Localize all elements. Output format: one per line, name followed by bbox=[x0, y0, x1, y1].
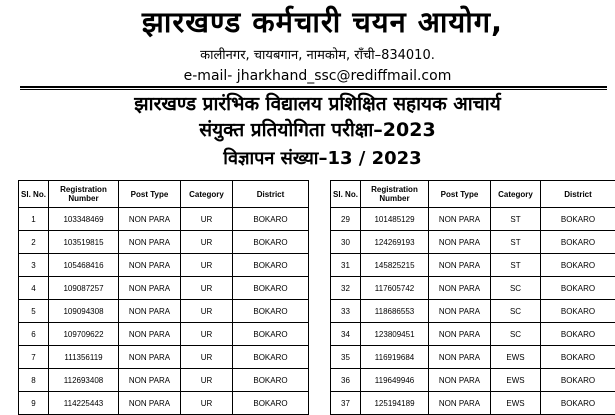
cell-category: UR bbox=[181, 277, 233, 300]
table-row bbox=[19, 300, 309, 323]
cell-district: BOKARO bbox=[233, 254, 309, 277]
col-header-registration-number: Registration Number bbox=[361, 181, 429, 208]
cell-post-type: NON PARA bbox=[429, 323, 491, 346]
cell-post-type: NON PARA bbox=[119, 254, 181, 277]
cell-district: BOKARO bbox=[233, 231, 309, 254]
cell-district: BOKARO bbox=[541, 231, 615, 254]
cell-sl-no: 4 bbox=[19, 277, 49, 300]
cell-post-type: NON PARA bbox=[429, 369, 491, 392]
cell-post-type: NON PARA bbox=[429, 254, 491, 277]
cell-category: UR bbox=[181, 208, 233, 231]
cell-district: BOKARO bbox=[541, 277, 615, 300]
cell-sl-no: 30 bbox=[331, 231, 361, 254]
cell-category: UR bbox=[181, 346, 233, 369]
cell-sl-no: 6 bbox=[19, 323, 49, 346]
col-header-category: Category bbox=[491, 181, 541, 208]
cell-sl-no: 34 bbox=[331, 323, 361, 346]
cell-post-type: NON PARA bbox=[119, 300, 181, 323]
cell-registration-number: 103519815 bbox=[49, 231, 119, 254]
cell-registration-number: 112693408 bbox=[49, 369, 119, 392]
cell-category: ST bbox=[491, 254, 541, 277]
exam-subtitle: संयुक्त प्रतियोगिता परीक्षा–2023 bbox=[0, 118, 615, 142]
cell-registration-number: 105468416 bbox=[49, 254, 119, 277]
cell-post-type: NON PARA bbox=[429, 346, 491, 369]
cell-district: BOKARO bbox=[233, 392, 309, 415]
table-row bbox=[19, 254, 309, 277]
cell-sl-no: 8 bbox=[19, 369, 49, 392]
cell-sl-no: 2 bbox=[19, 231, 49, 254]
cell-district: BOKARO bbox=[541, 323, 615, 346]
table-row bbox=[331, 277, 615, 300]
cell-sl-no: 5 bbox=[19, 300, 49, 323]
cell-category: EWS bbox=[491, 369, 541, 392]
cell-post-type: NON PARA bbox=[429, 231, 491, 254]
table-row bbox=[331, 323, 615, 346]
cell-registration-number: 103348469 bbox=[49, 208, 119, 231]
organization-name: झारखण्ड कर्मचारी चयन आयोग, bbox=[0, 4, 615, 40]
cell-post-type: NON PARA bbox=[119, 346, 181, 369]
cell-category: ST bbox=[491, 208, 541, 231]
cell-sl-no: 3 bbox=[19, 254, 49, 277]
cell-sl-no: 31 bbox=[331, 254, 361, 277]
cell-registration-number: 117605742 bbox=[361, 277, 429, 300]
cell-registration-number: 101485129 bbox=[361, 208, 429, 231]
cell-sl-no: 33 bbox=[331, 300, 361, 323]
cell-category: UR bbox=[181, 369, 233, 392]
cell-category: SC bbox=[491, 323, 541, 346]
cell-category: UR bbox=[181, 300, 233, 323]
cell-category: UR bbox=[181, 323, 233, 346]
cell-district: BOKARO bbox=[233, 323, 309, 346]
cell-registration-number: 125194189 bbox=[361, 392, 429, 415]
advertisement-number: विज्ञापन संख्या–13 / 2023 bbox=[0, 148, 615, 170]
cell-post-type: NON PARA bbox=[429, 277, 491, 300]
exam-title: झारखण्ड प्रारंभिक विद्यालय प्रशिक्षित सहायक आचार्य bbox=[0, 92, 615, 116]
table-row bbox=[19, 392, 309, 415]
header-divider-thin bbox=[20, 89, 607, 90]
cell-post-type: NON PARA bbox=[119, 231, 181, 254]
table-row bbox=[331, 208, 615, 231]
cell-sl-no: 36 bbox=[331, 369, 361, 392]
table-row bbox=[331, 300, 615, 323]
table-row bbox=[19, 346, 309, 369]
cell-registration-number: 109087257 bbox=[49, 277, 119, 300]
cell-sl-no: 29 bbox=[331, 208, 361, 231]
cell-district: BOKARO bbox=[541, 346, 615, 369]
cell-district: BOKARO bbox=[541, 208, 615, 231]
cell-sl-no: 9 bbox=[19, 392, 49, 415]
cell-category: SC bbox=[491, 300, 541, 323]
table-row bbox=[19, 277, 309, 300]
table-row bbox=[19, 208, 309, 231]
cell-district: BOKARO bbox=[541, 392, 615, 415]
col-header-registration-number: Registration Number bbox=[49, 181, 119, 208]
cell-sl-no: 37 bbox=[331, 392, 361, 415]
organization-email: e-mail- jharkhand_ssc@rediffmail.com bbox=[0, 67, 615, 85]
cell-district: BOKARO bbox=[233, 346, 309, 369]
cell-sl-no: 32 bbox=[331, 277, 361, 300]
cell-post-type: NON PARA bbox=[119, 323, 181, 346]
col-header-sl-no: Sl. No. bbox=[19, 181, 49, 208]
table-row bbox=[331, 346, 615, 369]
cell-category: UR bbox=[181, 392, 233, 415]
cell-registration-number: 114225443 bbox=[49, 392, 119, 415]
cell-registration-number: 116919684 bbox=[361, 346, 429, 369]
cell-registration-number: 118686553 bbox=[361, 300, 429, 323]
table-header-row bbox=[19, 181, 309, 208]
organization-address: कालीनगर, चायबगान, नामकोम, राँची–834010. bbox=[0, 47, 615, 65]
header-divider bbox=[20, 86, 607, 88]
table-row bbox=[331, 369, 615, 392]
results-table-left bbox=[18, 180, 309, 415]
cell-district: BOKARO bbox=[541, 300, 615, 323]
cell-registration-number: 109094308 bbox=[49, 300, 119, 323]
cell-registration-number: 145825215 bbox=[361, 254, 429, 277]
cell-sl-no: 35 bbox=[331, 346, 361, 369]
col-header-post-type: Post Type bbox=[119, 181, 181, 208]
cell-category: EWS bbox=[491, 392, 541, 415]
cell-post-type: NON PARA bbox=[119, 369, 181, 392]
table-row bbox=[331, 392, 615, 415]
cell-district: BOKARO bbox=[233, 369, 309, 392]
cell-category: SC bbox=[491, 277, 541, 300]
cell-category: ST bbox=[491, 231, 541, 254]
col-header-post-type: Post Type bbox=[429, 181, 491, 208]
cell-registration-number: 119649946 bbox=[361, 369, 429, 392]
col-header-district: District bbox=[233, 181, 309, 208]
cell-registration-number: 124269193 bbox=[361, 231, 429, 254]
col-header-category: Category bbox=[181, 181, 233, 208]
cell-registration-number: 123809451 bbox=[361, 323, 429, 346]
table-row bbox=[19, 323, 309, 346]
cell-sl-no: 1 bbox=[19, 208, 49, 231]
cell-category: UR bbox=[181, 231, 233, 254]
cell-category: EWS bbox=[491, 346, 541, 369]
col-header-district: District bbox=[541, 181, 615, 208]
cell-post-type: NON PARA bbox=[429, 300, 491, 323]
cell-registration-number: 111356119 bbox=[49, 346, 119, 369]
cell-post-type: NON PARA bbox=[119, 392, 181, 415]
cell-district: BOKARO bbox=[233, 300, 309, 323]
table-header-row bbox=[331, 181, 615, 208]
table-row bbox=[331, 231, 615, 254]
cell-district: BOKARO bbox=[233, 277, 309, 300]
cell-post-type: NON PARA bbox=[119, 208, 181, 231]
cell-registration-number: 109709622 bbox=[49, 323, 119, 346]
table-row bbox=[19, 369, 309, 392]
cell-sl-no: 7 bbox=[19, 346, 49, 369]
cell-post-type: NON PARA bbox=[429, 208, 491, 231]
table-row bbox=[331, 254, 615, 277]
cell-district: BOKARO bbox=[541, 254, 615, 277]
col-header-sl-no: Sl. No. bbox=[331, 181, 361, 208]
results-table-right bbox=[330, 180, 615, 415]
cell-post-type: NON PARA bbox=[429, 392, 491, 415]
cell-category: UR bbox=[181, 254, 233, 277]
cell-district: BOKARO bbox=[541, 369, 615, 392]
cell-district: BOKARO bbox=[233, 208, 309, 231]
table-row bbox=[19, 231, 309, 254]
cell-post-type: NON PARA bbox=[119, 277, 181, 300]
